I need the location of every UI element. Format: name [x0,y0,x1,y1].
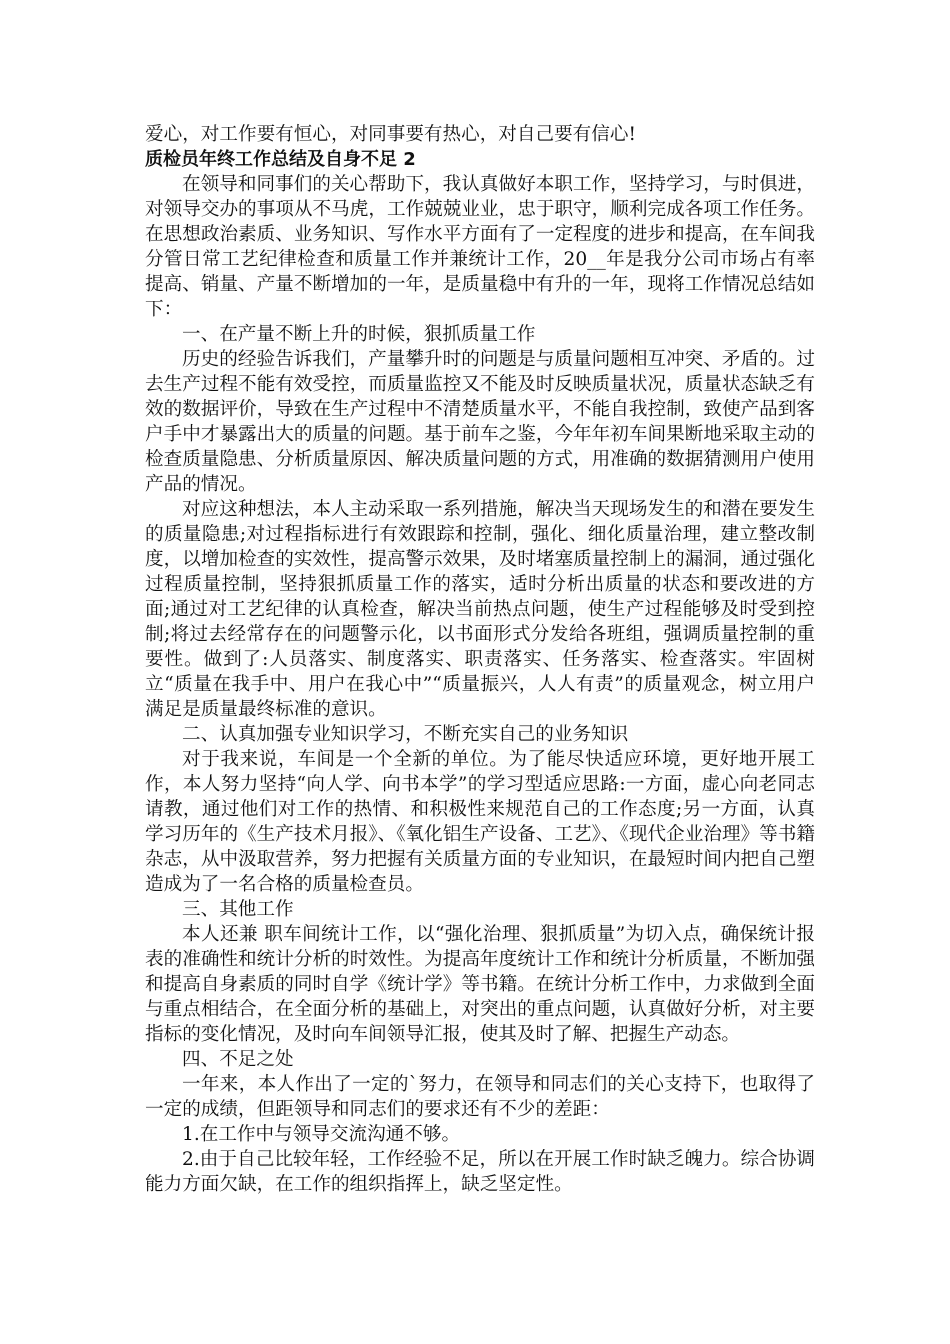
section-heading-4: 四、不足之处 [182,1049,294,1070]
lead-line: 爱心，对工作要有恒心，对同事要有热心，对自己要有信心! [145,124,636,145]
body-paragraph: 对于我来说，车间是一个全新的单位。为了能尽快适应环境，更好地开展工作，本人努力坚持“向人学、向书本学”的学习型适应思路:一方面，虚心向老同志请教，通过他们对工作的热情、和积极性来规范自己的工作态度;另一方面，认真学习历年的《生产技术月报》、《氧化铝生产设备、工艺》、《现代企业治理》等书籍杂志，从中汲取营养，努力把握有关质量方面的专业知识，在最短时间内把自己塑造成为了一名合格的质量检查员。 [145,749,815,895]
body-paragraph: 本人还兼 职车间统计工作，以“强化治理、狠抓质量”为切入点，确保统计报表的准确性和统计分析的时效性。为提高年度统计工作和统计分析质量，不断加强和提高自身素质的同时自学《统计学》等书籍。在统计分析工作中，力求做到全面与重点相结合，在全面分析的基础上，对突出的重点问题，认真做好分析，对主要指标的变化情况，及时向车间领导汇报，使其及时了解、把握生产动态。 [145,924,815,1045]
section-heading-3: 三、其他工作 [182,899,294,920]
body-paragraph: 对应这种想法，本人主动采取一系列措施，解决当天现场发生的和潜在要发生的质量隐患;对过程指标进行有效跟踪和控制，强化、细化质量治理，建立整改制度，以增加检查的实效性，提高警示效果，及时堵塞质量控制上的漏洞，通过强化过程质量控制，坚持狠抓质量工作的落实，适时分析出质量的状态和要改进的方面;通过对工艺纪律的认真检查，解决当前热点问题，使生产过程能够及时受到控制;将过去经常存在的问题警示化，以书面形式分发给各班组，强调质量控制的重要性。做到了:人员落实、制度落实、职责落实、任务落实、检查落实。牢固树立“质量在我手中、用户在我心中”“质量振兴，人人有责”的质量观念，树立用户满足是质量最终标准的意识。 [145,499,815,720]
body-paragraph: 历史的经验告诉我们，产量攀升时的问题是与质量问题相互冲突、矛盾的。过去生产过程不能有效受控，而质量监控又不能及时反映质量状况，质量状态缺乏有效的数据评价，导致在生产过程中不清楚质量水平，不能自我控制，致使产品到客户手中才暴露出大的质量的问题。基于前车之鉴，今年年初车间果断地采取主动的检查质量隐患、分析质量原因、解决质量问题的方式，用准确的数据猜测用户使用产品的情况。 [145,349,815,495]
section-heading-1: 一、在产量不断上升的时候，狠抓质量工作 [182,324,536,345]
list-item-1: 1.在工作中与领导交流沟通不够。 [182,1124,461,1145]
intro-paragraph: 在领导和同事们的关心帮助下，我认真做好本职工作，坚持学习，与时俱进，对领导交办的事项从不马虎，工作兢兢业业，忠于职守，顺利完成各项工作任务。在思想政治素质、业务知识、写作水平方面有了一定程度的进步和提高，在车间我分管日常工艺纪律检查和质量工作并兼统计工作，20__年是我分公司市场占有率提高、销量、产量不断增加的一年，是质量稳中有升的一年，现将工作情况总结如下： [145,174,815,320]
document-page [145,122,815,1197]
body-paragraph: 一年来，本人作出了一定的`努力，在领导和同志们的关心支持下，也取得了一定的成绩，但距领导和同志们的要求还有不少的差距： [145,1074,815,1120]
section-heading-2: 二、认真加强专业知识学习，不断充实自己的业务知识 [182,724,629,745]
document-title: 质检员年终工作总结及自身不足 2 [145,149,416,170]
list-item-2: 2.由于自己比较年轻，工作经验不足，所以在开展工作时缺乏魄力。综合协调能力方面欠缺，在工作的组织指挥上，缺乏坚定性。 [145,1149,815,1195]
